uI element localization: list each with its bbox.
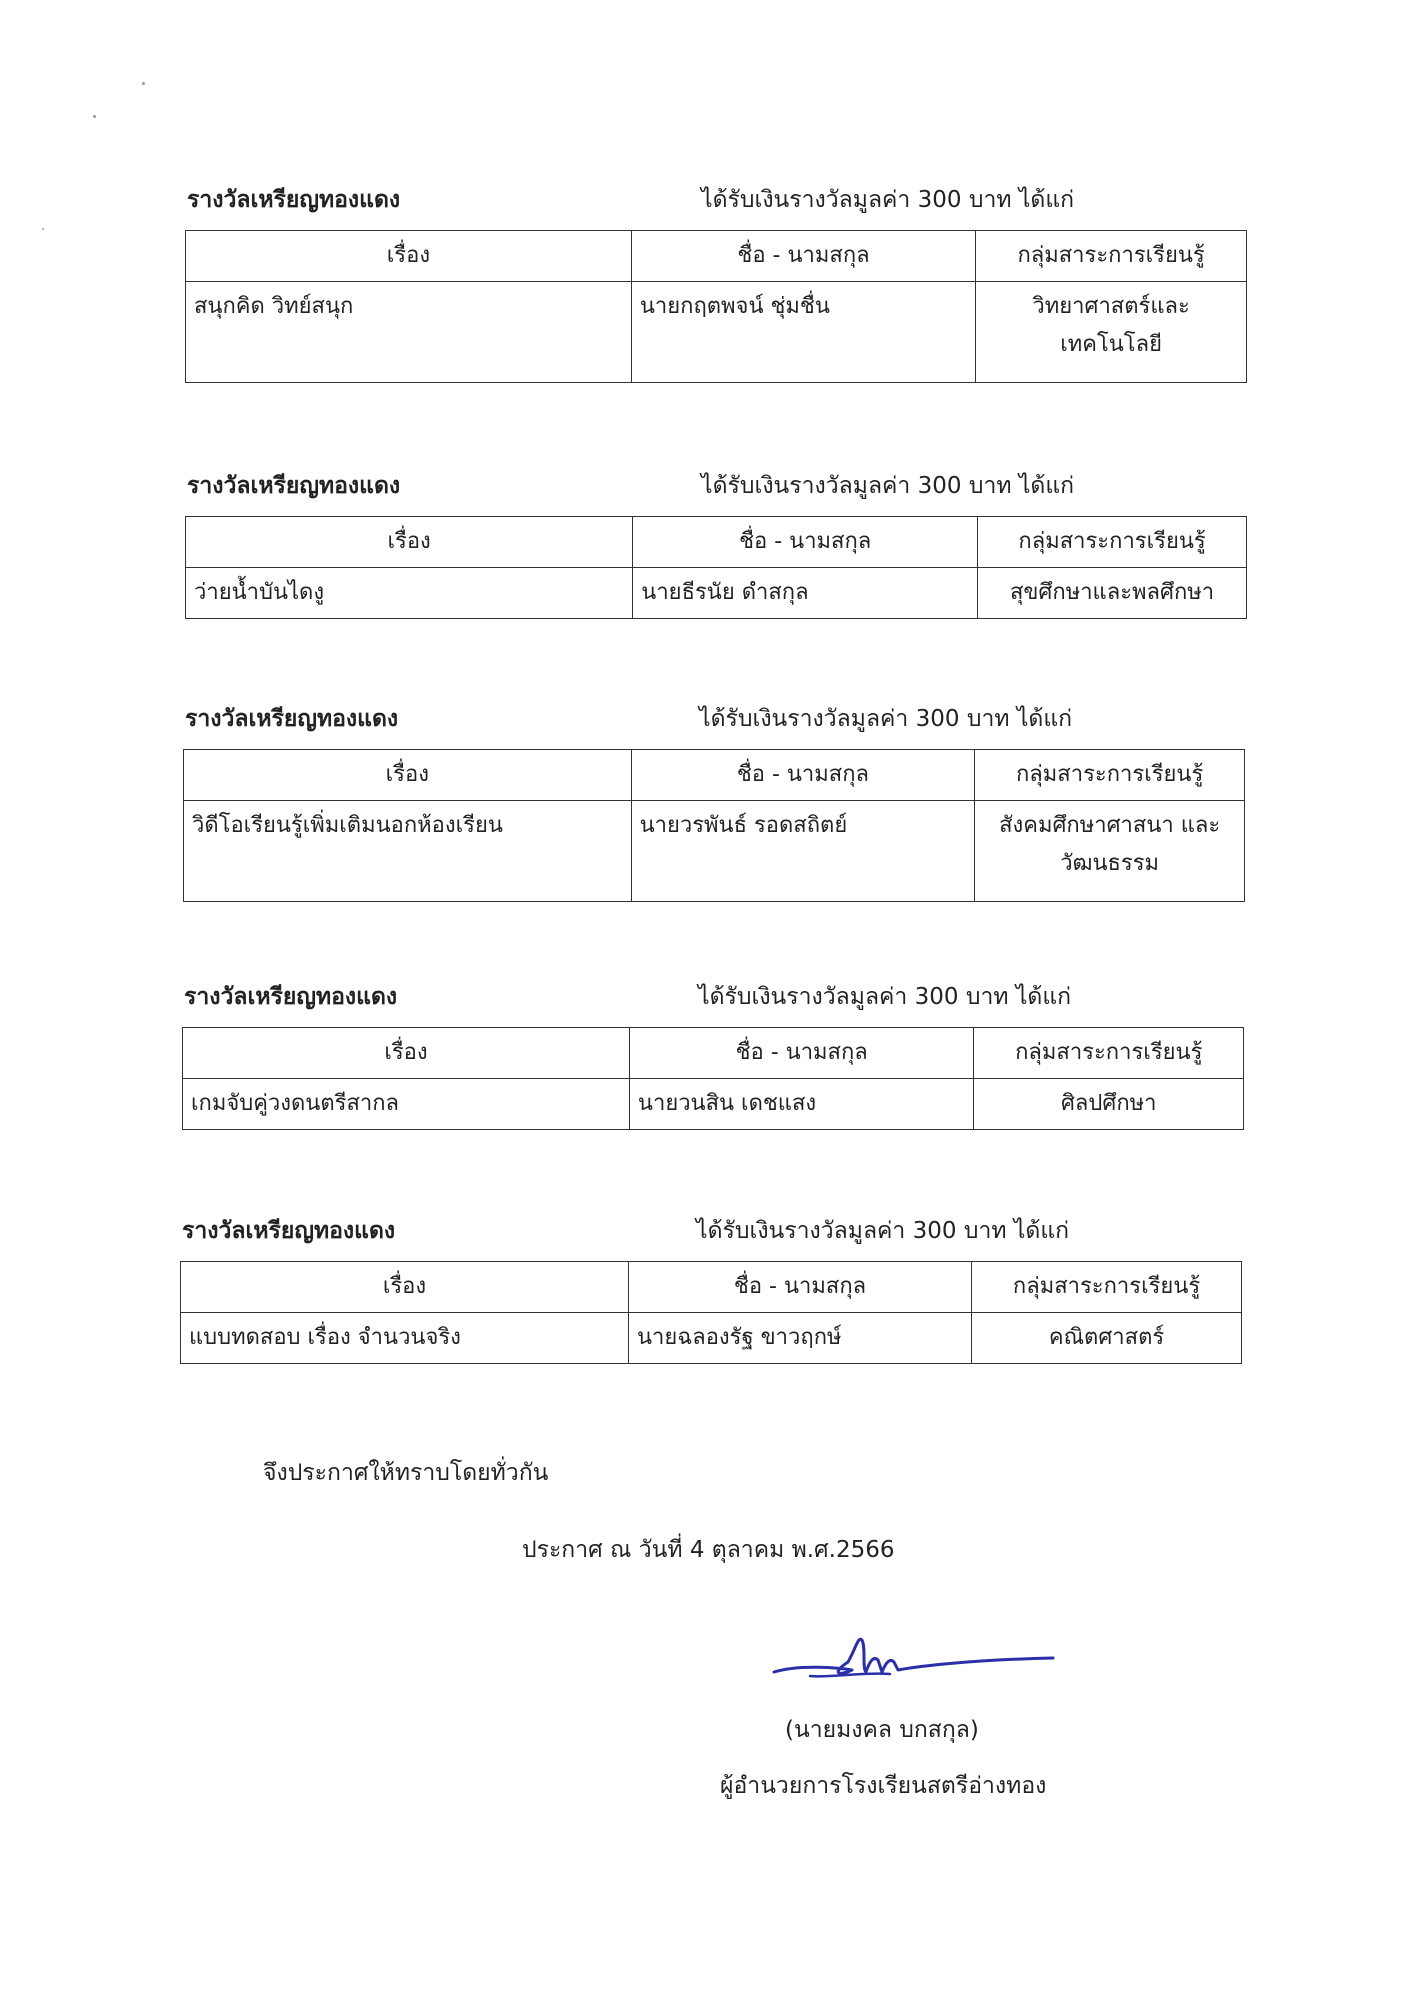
award-section — [181, 697, 1251, 902]
cell-topic: สนุกคิด วิทย์สนุก — [186, 282, 632, 383]
award-table — [182, 1027, 1244, 1130]
table-header-row — [183, 1028, 1244, 1079]
header-group: กลุ่มสาระการเรียนรู้ — [972, 1262, 1242, 1313]
table-row — [186, 282, 1247, 383]
table-header-row — [181, 1262, 1242, 1313]
table-header-row — [186, 231, 1247, 282]
award-table — [185, 230, 1247, 383]
award-title: รางวัลเหรียญทองแดง — [187, 473, 401, 499]
award-header — [178, 1209, 1248, 1253]
award-section — [183, 178, 1253, 383]
header-topic: เรื่อง — [183, 1028, 630, 1079]
signature-stroke — [810, 1674, 890, 1677]
table-header-row — [186, 517, 1247, 568]
cell-topic: เกมจับคู่วงดนตรีสากล — [183, 1079, 630, 1130]
header-name: ชื่อ - นามสกุล — [629, 1028, 974, 1079]
header-topic: เรื่อง — [184, 750, 632, 801]
header-group: กลุ่มสาระการเรียนรู้ — [974, 1028, 1244, 1079]
header-topic: เรื่อง — [181, 1262, 629, 1313]
cell-name: นายวนสิน เดชแสง — [629, 1079, 974, 1130]
award-header — [181, 697, 1251, 741]
table-row — [186, 568, 1247, 619]
scan-speck — [142, 82, 145, 85]
signature-mark — [770, 1628, 1060, 1688]
signer-name: (นายมงคล บกสกุล) — [785, 1717, 979, 1743]
cell-name: นายวรพันธ์ รอดสถิตย์ — [631, 801, 975, 902]
award-header — [183, 178, 1253, 222]
closing-statement: จึงประกาศให้ทราบโดยทั่วกัน — [263, 1460, 549, 1486]
table-row — [181, 1313, 1242, 1364]
award-table — [185, 516, 1247, 619]
award-section — [180, 975, 1250, 1130]
award-prize: ได้รับเงินรางวัลมูลค่า 300 บาท ได้แก่ — [701, 187, 1075, 213]
signature-stroke — [774, 1639, 1053, 1673]
cell-group: คณิตศาสตร์ — [972, 1313, 1242, 1364]
scan-speck — [42, 228, 44, 230]
award-section — [183, 464, 1253, 619]
signer-position: ผู้อำนวยการโรงเรียนสตรีอ่างทอง — [720, 1773, 1047, 1799]
header-name: ชื่อ - นามสกุล — [631, 231, 975, 282]
cell-name: นายกฤตพจน์ ชุ่มชื่น — [631, 282, 975, 383]
cell-topic: ว่ายน้ำบันไดงู — [186, 568, 633, 619]
cell-group: สุขศึกษาและพลศึกษา — [978, 568, 1247, 619]
award-title: รางวัลเหรียญทองแดง — [182, 1218, 396, 1244]
award-title: รางวัลเหรียญทองแดง — [184, 984, 398, 1010]
cell-topic: แบบทดสอบ เรื่อง จำนวนจริง — [181, 1313, 629, 1364]
cell-group: สังคมศึกษาศาสนา และวัฒนธรรม — [975, 801, 1245, 902]
cell-group: วิทยาศาสตร์และเทคโนโลยี — [976, 282, 1247, 383]
award-section — [178, 1209, 1248, 1364]
award-title: รางวัลเหรียญทองแดง — [187, 187, 401, 213]
header-topic: เรื่อง — [186, 517, 633, 568]
award-table — [180, 1261, 1242, 1364]
table-row — [184, 801, 1245, 902]
table-row — [183, 1079, 1244, 1130]
award-title: รางวัลเหรียญทองแดง — [185, 706, 399, 732]
cell-name: นายฉลองรัฐ ขาวฤกษ์ — [628, 1313, 971, 1364]
cell-topic: วิดีโอเรียนรู้เพิ่มเติมนอกห้องเรียน — [184, 801, 632, 902]
header-group: กลุ่มสาระการเรียนรู้ — [978, 517, 1247, 568]
cell-name: นายธีรนัย ดำสกุล — [633, 568, 978, 619]
cell-group: ศิลปศึกษา — [974, 1079, 1244, 1130]
header-topic: เรื่อง — [186, 231, 632, 282]
header-group: กลุ่มสาระการเรียนรู้ — [975, 750, 1245, 801]
award-prize: ได้รับเงินรางวัลมูลค่า 300 บาท ได้แก่ — [696, 1218, 1070, 1244]
award-prize: ได้รับเงินรางวัลมูลค่า 300 บาท ได้แก่ — [699, 706, 1073, 732]
announcement-date: ประกาศ ณ วันที่ 4 ตุลาคม พ.ศ.2566 — [522, 1537, 895, 1563]
award-prize: ได้รับเงินรางวัลมูลค่า 300 บาท ได้แก่ — [701, 473, 1075, 499]
award-table — [183, 749, 1245, 902]
header-name: ชื่อ - นามสกุล — [633, 517, 978, 568]
award-header — [183, 464, 1253, 508]
table-header-row — [184, 750, 1245, 801]
award-prize: ได้รับเงินรางวัลมูลค่า 300 บาท ได้แก่ — [698, 984, 1072, 1010]
award-header — [180, 975, 1250, 1019]
header-name: ชื่อ - นามสกุล — [631, 750, 975, 801]
header-group: กลุ่มสาระการเรียนรู้ — [976, 231, 1247, 282]
scan-speck — [93, 115, 96, 118]
header-name: ชื่อ - นามสกุล — [628, 1262, 971, 1313]
